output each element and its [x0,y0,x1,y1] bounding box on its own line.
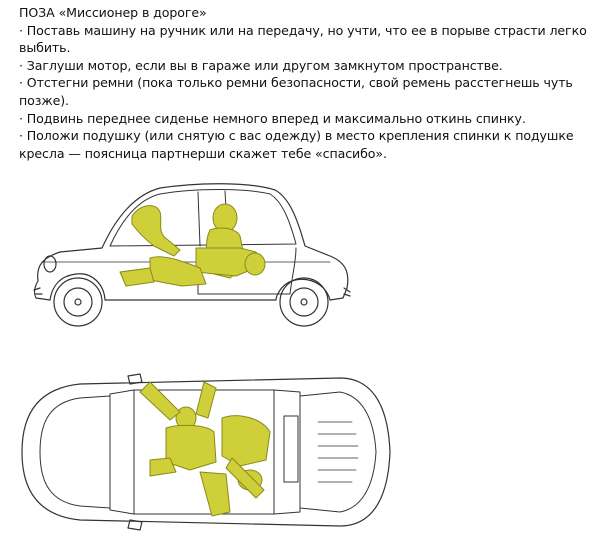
rear-wheel [280,278,328,326]
car-side-view-illustration [0,176,615,336]
front-wheel [54,278,102,326]
tip-3: · Отстегни ремни (пока только ремни безопасности, свой ремень расстегнешь чуть позже). [19,75,573,108]
couple-figures-top [140,382,270,516]
pose-title: ПОЗА «Миссионер в дороге» [19,5,207,20]
car-top-view-illustration [0,362,615,544]
tip-2: · Заглуши мотор, если вы в гараже или другом замкнутом пространстве. [19,57,503,73]
tip-4: · Подвинь переднее сиденье немного вперед и максимально откинь спинку. [19,110,526,126]
tip-5: · Положи подушку (или снятую с вас одежду) в место крепления спинки к подушке кресла — поясница партнерши скажет тебе «спасибо». [19,128,574,161]
instructions-text [19,4,609,162]
tip-1: · Поставь машину на ручник или на передачу, но учти, что ее в порыве страсти легко выбить. [19,22,587,56]
